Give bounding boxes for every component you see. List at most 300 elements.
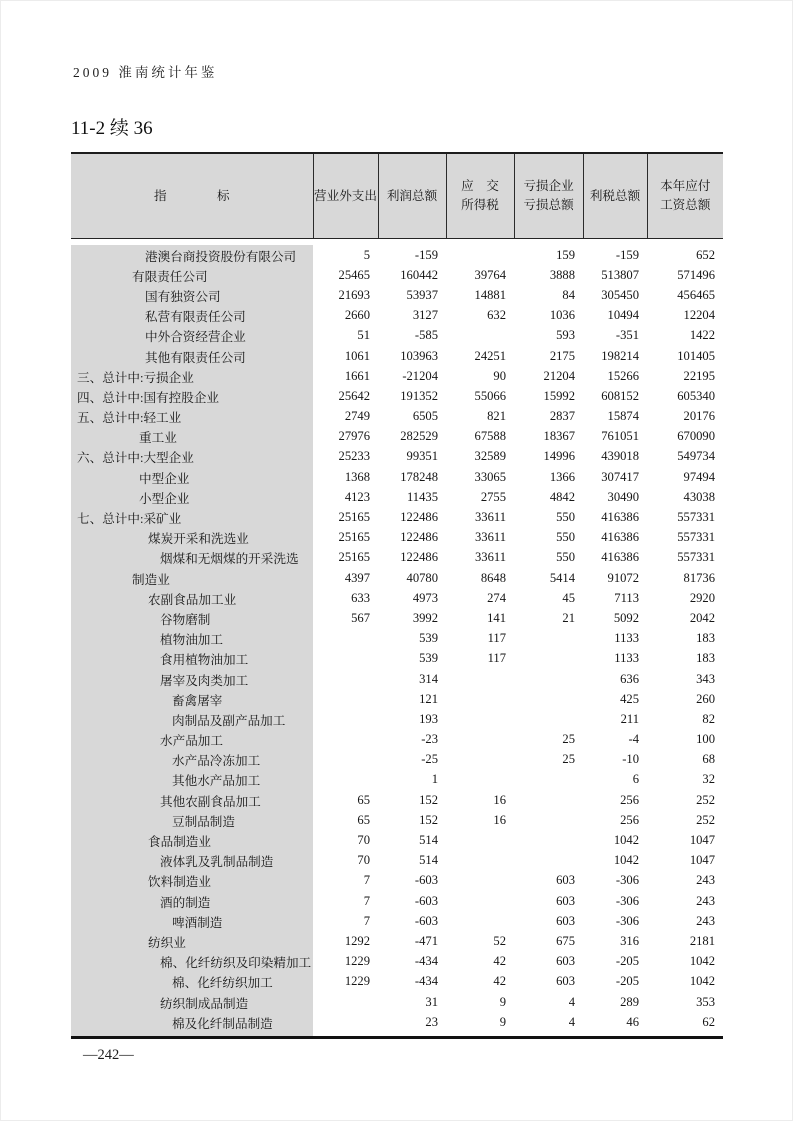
row-label: 重工业 <box>71 427 313 447</box>
cell-value <box>313 1012 378 1032</box>
cell-value: -159 <box>615 247 639 262</box>
row-label: 植物油加工 <box>71 629 313 649</box>
cell-value: 100 <box>696 732 715 747</box>
row-label: 食用植物油加工 <box>71 649 313 669</box>
cell-value: 761051 <box>601 429 639 444</box>
cell-value: 1422 <box>689 328 715 343</box>
cell-value: 550 <box>556 530 575 545</box>
cell-value: 8648 <box>480 570 506 585</box>
cell-value: 4 <box>568 1014 575 1029</box>
cell-value: 211 <box>620 711 639 726</box>
row-label: 饮料制造业 <box>71 871 313 891</box>
cell-value <box>446 709 514 729</box>
row-label: 水产品冷冻加工 <box>71 750 313 770</box>
column-header-total-profit-and-tax: 利税总额 <box>583 153 647 239</box>
table-row <box>71 407 723 427</box>
cell-value: 1133 <box>614 631 639 646</box>
cell-value: 603 <box>556 974 575 989</box>
cell-value: 21693 <box>338 287 370 302</box>
cell-value: 456465 <box>677 287 715 302</box>
cell-value: 84 <box>562 287 575 302</box>
table-row <box>71 830 723 850</box>
row-label: 国有独资公司 <box>71 285 313 305</box>
cell-value: 3888 <box>549 267 575 282</box>
cell-value: 2749 <box>344 409 370 424</box>
cell-value: -23 <box>421 732 438 747</box>
cell-value: 4123 <box>344 489 370 504</box>
table-row <box>71 245 723 265</box>
cell-value: 62 <box>702 1014 715 1029</box>
cell-value: 2042 <box>689 610 715 625</box>
table-row <box>71 608 723 628</box>
cell-value: 256 <box>620 792 639 807</box>
table-row <box>71 669 723 689</box>
cell-value: 101405 <box>677 348 715 363</box>
table-row <box>71 629 723 649</box>
cell-value: 256 <box>620 812 639 827</box>
cell-value <box>514 790 583 810</box>
cell-value: 557331 <box>677 550 715 565</box>
cell-value: 141 <box>487 610 506 625</box>
row-label: 屠宰及肉类加工 <box>71 669 313 689</box>
cell-value: 652 <box>696 247 715 262</box>
cell-value: 27976 <box>338 429 370 444</box>
cell-value: 198214 <box>601 348 639 363</box>
column-header-income-tax-payable: 应 交 所得税 <box>446 153 514 239</box>
cell-value: 55066 <box>474 388 506 403</box>
cell-value: 4973 <box>412 590 438 605</box>
cell-value: 316 <box>620 933 639 948</box>
cell-value: 416386 <box>601 530 639 545</box>
cell-value: -434 <box>414 954 438 969</box>
cell-value: 2755 <box>480 489 506 504</box>
cell-value: 21204 <box>543 368 575 383</box>
table-row <box>71 1012 723 1032</box>
row-label: 烟煤和无烟煤的开采洗选 <box>71 548 313 568</box>
row-label: 中型企业 <box>71 467 313 487</box>
cell-value: 539 <box>419 651 438 666</box>
cell-value: 1036 <box>549 308 575 323</box>
cell-value <box>446 911 514 931</box>
cell-value: 25 <box>562 752 575 767</box>
cell-value: 305450 <box>601 287 639 302</box>
cell-value <box>446 326 514 346</box>
cell-value: 4397 <box>344 570 370 585</box>
cell-value: -21204 <box>402 368 438 383</box>
cell-value: 160442 <box>400 267 438 282</box>
cell-value: 557331 <box>677 510 715 525</box>
table-row <box>71 427 723 447</box>
cell-value <box>313 629 378 649</box>
cell-value: 6 <box>632 772 639 787</box>
cell-value: -603 <box>414 913 438 928</box>
cell-value: -603 <box>414 873 438 888</box>
cell-value: 25165 <box>338 530 370 545</box>
table-row <box>71 649 723 669</box>
cell-value: 593 <box>556 328 575 343</box>
row-label: 食品制造业 <box>71 830 313 850</box>
row-label: 纺织制成品制造 <box>71 992 313 1012</box>
cell-value <box>446 851 514 871</box>
cell-value: 5414 <box>549 570 575 585</box>
cell-value: 30490 <box>607 489 639 504</box>
cell-value: 122486 <box>400 530 438 545</box>
cell-value <box>514 689 583 709</box>
cell-value: 608152 <box>601 388 639 403</box>
table-row <box>71 952 723 972</box>
cell-value: 632 <box>487 308 506 323</box>
table-row <box>71 891 723 911</box>
row-label: 有限责任公司 <box>71 265 313 285</box>
cell-value: 282529 <box>400 429 438 444</box>
cell-value: 42 <box>493 954 506 969</box>
cell-value: 122486 <box>400 550 438 565</box>
cell-value <box>446 689 514 709</box>
table-row <box>71 487 723 507</box>
cell-value: -585 <box>414 328 438 343</box>
cell-value: 43038 <box>683 489 715 504</box>
cell-value: 4842 <box>549 489 575 504</box>
cell-value <box>514 851 583 871</box>
cell-value: 2837 <box>549 409 575 424</box>
cell-value: 152 <box>419 792 438 807</box>
page-number: —242— <box>83 1047 134 1063</box>
cell-value: 260 <box>696 691 715 706</box>
cell-value: 7 <box>363 893 370 908</box>
cell-value <box>313 750 378 770</box>
cell-value: -4 <box>628 732 639 747</box>
cell-value <box>313 669 378 689</box>
cell-value: 243 <box>696 913 715 928</box>
cell-value: 539 <box>419 631 438 646</box>
table-body <box>71 239 723 1038</box>
cell-value <box>446 871 514 891</box>
cell-value <box>514 669 583 689</box>
cell-value: 15874 <box>607 409 639 424</box>
cell-value: 10494 <box>607 308 639 323</box>
cell-value: 7113 <box>614 590 639 605</box>
cell-value: 314 <box>419 671 438 686</box>
cell-value: 550 <box>556 510 575 525</box>
cell-value <box>446 245 514 265</box>
statistics-table <box>71 152 723 1039</box>
table-row <box>71 810 723 830</box>
row-label: 棉、化纤纺织及印染精加工 <box>71 952 313 972</box>
cell-value: 25165 <box>338 510 370 525</box>
row-label: 七、总计中:采矿业 <box>71 507 313 527</box>
cell-value: 6505 <box>412 409 438 424</box>
cell-value: 9 <box>499 994 506 1009</box>
row-label: 豆制品制造 <box>71 810 313 830</box>
cell-value <box>514 649 583 669</box>
row-label: 纺织业 <box>71 931 313 951</box>
column-header-total-profit: 利润总额 <box>378 153 446 239</box>
cell-value: 1 <box>431 772 438 787</box>
cell-value: 33065 <box>474 469 506 484</box>
table-row <box>71 285 723 305</box>
column-header-loss-of-loss-enterprises: 亏损企业 亏损总额 <box>514 153 583 239</box>
cell-value: 183 <box>696 631 715 646</box>
cell-value: 16 <box>493 792 506 807</box>
cell-value: 45 <box>562 590 575 605</box>
cell-value: 46 <box>626 1014 639 1029</box>
table-row <box>71 750 723 770</box>
cell-value <box>313 770 378 790</box>
cell-value: -10 <box>622 752 639 767</box>
row-label: 其他农副食品加工 <box>71 790 313 810</box>
cell-value: 91072 <box>607 570 639 585</box>
table-row <box>71 689 723 709</box>
cell-value: 603 <box>556 954 575 969</box>
table-header <box>71 153 723 239</box>
cell-value: 25465 <box>338 267 370 282</box>
cell-value: -306 <box>615 873 639 888</box>
cell-value: 633 <box>351 590 370 605</box>
table-row <box>71 467 723 487</box>
cell-value: -434 <box>414 974 438 989</box>
row-label: 小型企业 <box>71 487 313 507</box>
cell-value: 52 <box>493 933 506 948</box>
cell-value <box>514 830 583 850</box>
cell-value: 416386 <box>601 510 639 525</box>
table-row <box>71 326 723 346</box>
cell-value: -306 <box>615 913 639 928</box>
cell-value: 32 <box>702 772 715 787</box>
table-row <box>71 568 723 588</box>
cell-value <box>446 669 514 689</box>
cell-value: 1042 <box>689 954 715 969</box>
cell-value: 33611 <box>474 550 506 565</box>
cell-value: 23 <box>425 1014 438 1029</box>
cell-value <box>446 730 514 750</box>
cell-value: 21 <box>562 610 575 625</box>
cell-value: 243 <box>696 873 715 888</box>
row-label: 棉、化纤纺织加工 <box>71 972 313 992</box>
cell-value: 252 <box>696 792 715 807</box>
cell-value: 343 <box>696 671 715 686</box>
spacer-row <box>71 1032 723 1038</box>
cell-value: 603 <box>556 893 575 908</box>
cell-value: 15266 <box>607 368 639 383</box>
cell-value: 193 <box>419 711 438 726</box>
cell-value: 7 <box>363 913 370 928</box>
table-row <box>71 588 723 608</box>
cell-value: 274 <box>487 590 506 605</box>
cell-value <box>313 649 378 669</box>
cell-value: 1229 <box>344 954 370 969</box>
cell-value: 1047 <box>689 833 715 848</box>
cell-value: 636 <box>620 671 639 686</box>
cell-value: 117 <box>487 631 506 646</box>
cell-value: 557331 <box>677 530 715 545</box>
cell-value: 2181 <box>689 933 715 948</box>
cell-value: 12204 <box>683 308 715 323</box>
row-label: 煤炭开采和洗选业 <box>71 528 313 548</box>
cell-value: 39764 <box>474 267 506 282</box>
cell-value: 191352 <box>400 388 438 403</box>
cell-value <box>313 689 378 709</box>
cell-value: 549734 <box>677 449 715 464</box>
cell-value: 675 <box>556 933 575 948</box>
cell-value: 821 <box>487 409 506 424</box>
cell-value: 65 <box>357 812 370 827</box>
row-label: 私营有限责任公司 <box>71 306 313 326</box>
cell-value: 25233 <box>338 449 370 464</box>
row-label: 畜禽屠宰 <box>71 689 313 709</box>
cell-value: 65 <box>357 792 370 807</box>
cell-value: 90 <box>493 368 506 383</box>
cell-value: 670090 <box>677 429 715 444</box>
row-label: 四、总计中:国有控股企业 <box>71 386 313 406</box>
row-label: 液体乳及乳制品制造 <box>71 851 313 871</box>
table-row <box>71 790 723 810</box>
cell-value: 1047 <box>689 853 715 868</box>
cell-value: 416386 <box>601 550 639 565</box>
row-label: 中外合资经营企业 <box>71 326 313 346</box>
cell-value: 22195 <box>683 368 715 383</box>
row-label: 五、总计中:轻工业 <box>71 407 313 427</box>
row-label: 三、总计中:亏损企业 <box>71 366 313 386</box>
cell-value: 183 <box>696 651 715 666</box>
cell-value: 7 <box>363 873 370 888</box>
row-label: 啤酒制造 <box>71 911 313 931</box>
cell-value: 82 <box>702 711 715 726</box>
row-label: 六、总计中:大型企业 <box>71 447 313 467</box>
column-header-non-operating-expense: 营业外支出 <box>313 153 378 239</box>
cell-value: -306 <box>615 893 639 908</box>
cell-value: 2660 <box>344 308 370 323</box>
cell-value: 2175 <box>549 348 575 363</box>
cell-value: -603 <box>414 893 438 908</box>
cell-value: 3127 <box>412 308 438 323</box>
cell-value: 603 <box>556 913 575 928</box>
cell-value: 152 <box>419 812 438 827</box>
cell-value: 571496 <box>677 267 715 282</box>
table-row <box>71 931 723 951</box>
cell-value: -205 <box>615 974 639 989</box>
cell-value: 243 <box>696 893 715 908</box>
table-row <box>71 770 723 790</box>
row-label: 酒的制造 <box>71 891 313 911</box>
cell-value: 5 <box>363 247 370 262</box>
cell-value: 16 <box>493 812 506 827</box>
cell-value: 11435 <box>406 489 438 504</box>
column-header-total-wages-payable: 本年应付 工资总额 <box>647 153 723 239</box>
cell-value: 18367 <box>543 429 575 444</box>
cell-value: 70 <box>357 833 370 848</box>
cell-value: 1042 <box>613 853 639 868</box>
row-label: 农副食品加工业 <box>71 588 313 608</box>
table-row <box>71 548 723 568</box>
cell-value: 4 <box>568 994 575 1009</box>
cell-value: 1292 <box>344 933 370 948</box>
table-row <box>71 386 723 406</box>
cell-value: 605340 <box>677 388 715 403</box>
cell-value: 1368 <box>344 469 370 484</box>
cell-value: 603 <box>556 873 575 888</box>
cell-value <box>514 810 583 830</box>
row-label: 其他有限责任公司 <box>71 346 313 366</box>
cell-value: 9 <box>499 1014 506 1029</box>
cell-value <box>446 830 514 850</box>
header-row <box>71 153 723 239</box>
cell-value: 567 <box>351 610 370 625</box>
cell-value: 1366 <box>549 469 575 484</box>
cell-value: 122486 <box>400 510 438 525</box>
cell-value <box>446 770 514 790</box>
cell-value: 42 <box>493 974 506 989</box>
yearbook-header: 2009 淮南统计年鉴 <box>73 65 218 80</box>
cell-value: 33611 <box>474 510 506 525</box>
cell-value: 1042 <box>613 833 639 848</box>
cell-value: 24251 <box>474 348 506 363</box>
table-row <box>71 265 723 285</box>
column-header-indicator: 指 标 <box>71 153 313 239</box>
cell-value: -205 <box>615 954 639 969</box>
cell-value <box>313 730 378 750</box>
row-label: 谷物磨制 <box>71 608 313 628</box>
cell-value: 121 <box>419 691 438 706</box>
cell-value: -25 <box>421 752 438 767</box>
cell-value: 307417 <box>601 469 639 484</box>
table-row <box>71 507 723 527</box>
cell-value: 32589 <box>474 449 506 464</box>
cell-value: 513807 <box>601 267 639 282</box>
cell-value: 99351 <box>406 449 438 464</box>
cell-value: 14996 <box>543 449 575 464</box>
table-row <box>71 709 723 729</box>
cell-value: 31 <box>425 994 438 1009</box>
cell-value <box>313 709 378 729</box>
cell-value: 81736 <box>683 570 715 585</box>
cell-value: 40780 <box>406 570 438 585</box>
cell-value: 2920 <box>689 590 715 605</box>
cell-value: 1661 <box>344 368 370 383</box>
row-label: 水产品加工 <box>71 730 313 750</box>
table-row <box>71 871 723 891</box>
cell-value <box>514 629 583 649</box>
row-label: 制造业 <box>71 568 313 588</box>
cell-value <box>313 992 378 1012</box>
cell-value: -159 <box>414 247 438 262</box>
cell-value <box>446 891 514 911</box>
cell-value: 14881 <box>474 287 506 302</box>
cell-value: 67588 <box>474 429 506 444</box>
cell-value: 25642 <box>338 388 370 403</box>
cell-value: 550 <box>556 550 575 565</box>
cell-value: -471 <box>414 933 438 948</box>
cell-value: 70 <box>357 853 370 868</box>
cell-value: 51 <box>357 328 370 343</box>
cell-value: 178248 <box>400 469 438 484</box>
table-row <box>71 851 723 871</box>
cell-value <box>446 750 514 770</box>
table-row <box>71 911 723 931</box>
cell-value: 353 <box>696 994 715 1009</box>
cell-value: 25 <box>562 732 575 747</box>
table-row <box>71 306 723 326</box>
cell-value: -351 <box>615 328 639 343</box>
cell-value: 289 <box>620 994 639 1009</box>
row-label: 棉及化纤制品制造 <box>71 1012 313 1032</box>
cell-value: 1061 <box>344 348 370 363</box>
cell-value: 1229 <box>344 974 370 989</box>
cell-value: 117 <box>487 651 506 666</box>
cell-value <box>514 770 583 790</box>
cell-value <box>514 709 583 729</box>
table-row <box>71 346 723 366</box>
table-row <box>71 366 723 386</box>
